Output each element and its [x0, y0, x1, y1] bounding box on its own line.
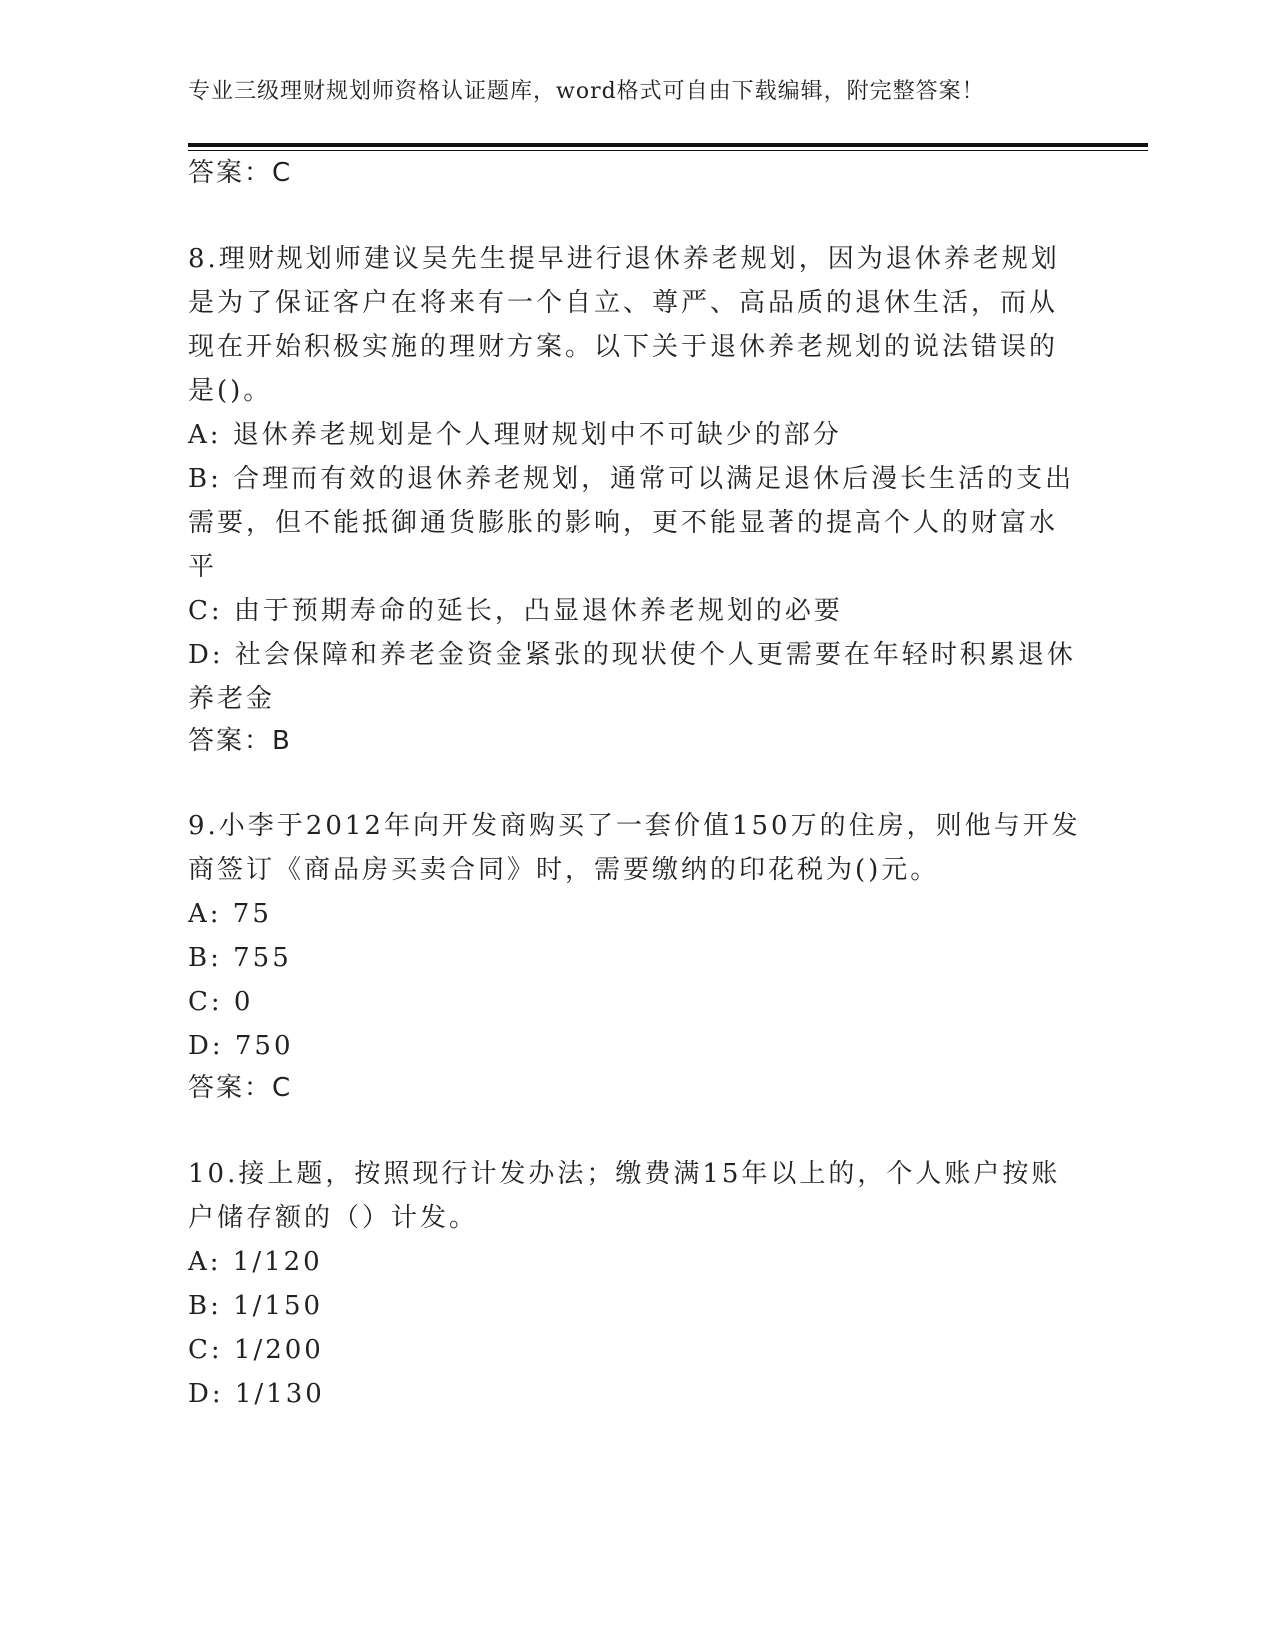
question-9-option-c: C: 0	[188, 987, 254, 1017]
question-9-option-a: A: 75	[188, 899, 272, 929]
question-8-option-d-line-1: D: 社会保障和养老金资金紧张的现状使个人更需要在年轻时积累退休	[188, 640, 1076, 670]
header-rule-thick	[188, 143, 1148, 147]
question-10-text-line-2: 户储存额的（）计发。	[188, 1203, 479, 1233]
question-10-option-b: B: 1/150	[188, 1291, 324, 1321]
question-9-text-line-1: 9.小李于2012年向开发商购买了一套价值150万的住房，则他与开发	[188, 811, 1081, 841]
question-8-text-line-3: 现在开始积极实施的理财方案。以下关于退休养老规划的说法错误的	[188, 332, 1059, 362]
question-9-option-d: D: 750	[188, 1031, 294, 1061]
previous-answer: 答案：C	[188, 158, 293, 188]
question-8-text-line-2: 是为了保证客户在将来有一个自立、尊严、高品质的退休生活，而从	[188, 288, 1059, 318]
question-8-option-a: A: 退休养老规划是个人理财规划中不可缺少的部分	[188, 420, 842, 450]
question-8-text-line-4: 是()。	[188, 376, 273, 406]
question-10-option-a: A: 1/120	[188, 1247, 323, 1277]
question-8-option-d-line-2: 养老金	[188, 684, 276, 714]
question-9-answer: 答案：C	[188, 1073, 293, 1103]
question-10-option-d: D: 1/130	[188, 1379, 325, 1409]
question-8-answer: 答案：B	[188, 726, 292, 756]
question-8-option-c: C: 由于预期寿命的延长，凸显退休养老规划的必要	[188, 596, 843, 626]
page-header: 专业三级理财规划师资格认证题库，word格式可自由下载编辑，附完整答案！	[188, 79, 985, 104]
question-8-text-line-1: 8.理财规划师建议吴先生提早进行退休养老规划，因为退休养老规划	[188, 244, 1060, 274]
question-8-option-b-line-2: 需要，但不能抵御通货膨胀的影响，更不能显著的提高个人的财富水	[188, 508, 1059, 538]
question-8-option-b-line-3: 平	[188, 552, 218, 582]
question-9-text-line-2: 商签订《商品房买卖合同》时，需要缴纳的印花税为()元。	[188, 855, 940, 885]
question-9-option-b: B: 755	[188, 943, 292, 973]
question-8-option-b-line-1: B: 合理而有效的退休养老规划，通常可以满足退休后漫长生活的支出	[188, 464, 1075, 494]
question-10-option-c: C: 1/200	[188, 1335, 324, 1365]
header-rule-thin	[188, 150, 1148, 151]
question-10-text-line-1: 10.接上题，按照现行计发办法；缴费满15年以上的，个人账户按账	[188, 1159, 1061, 1189]
